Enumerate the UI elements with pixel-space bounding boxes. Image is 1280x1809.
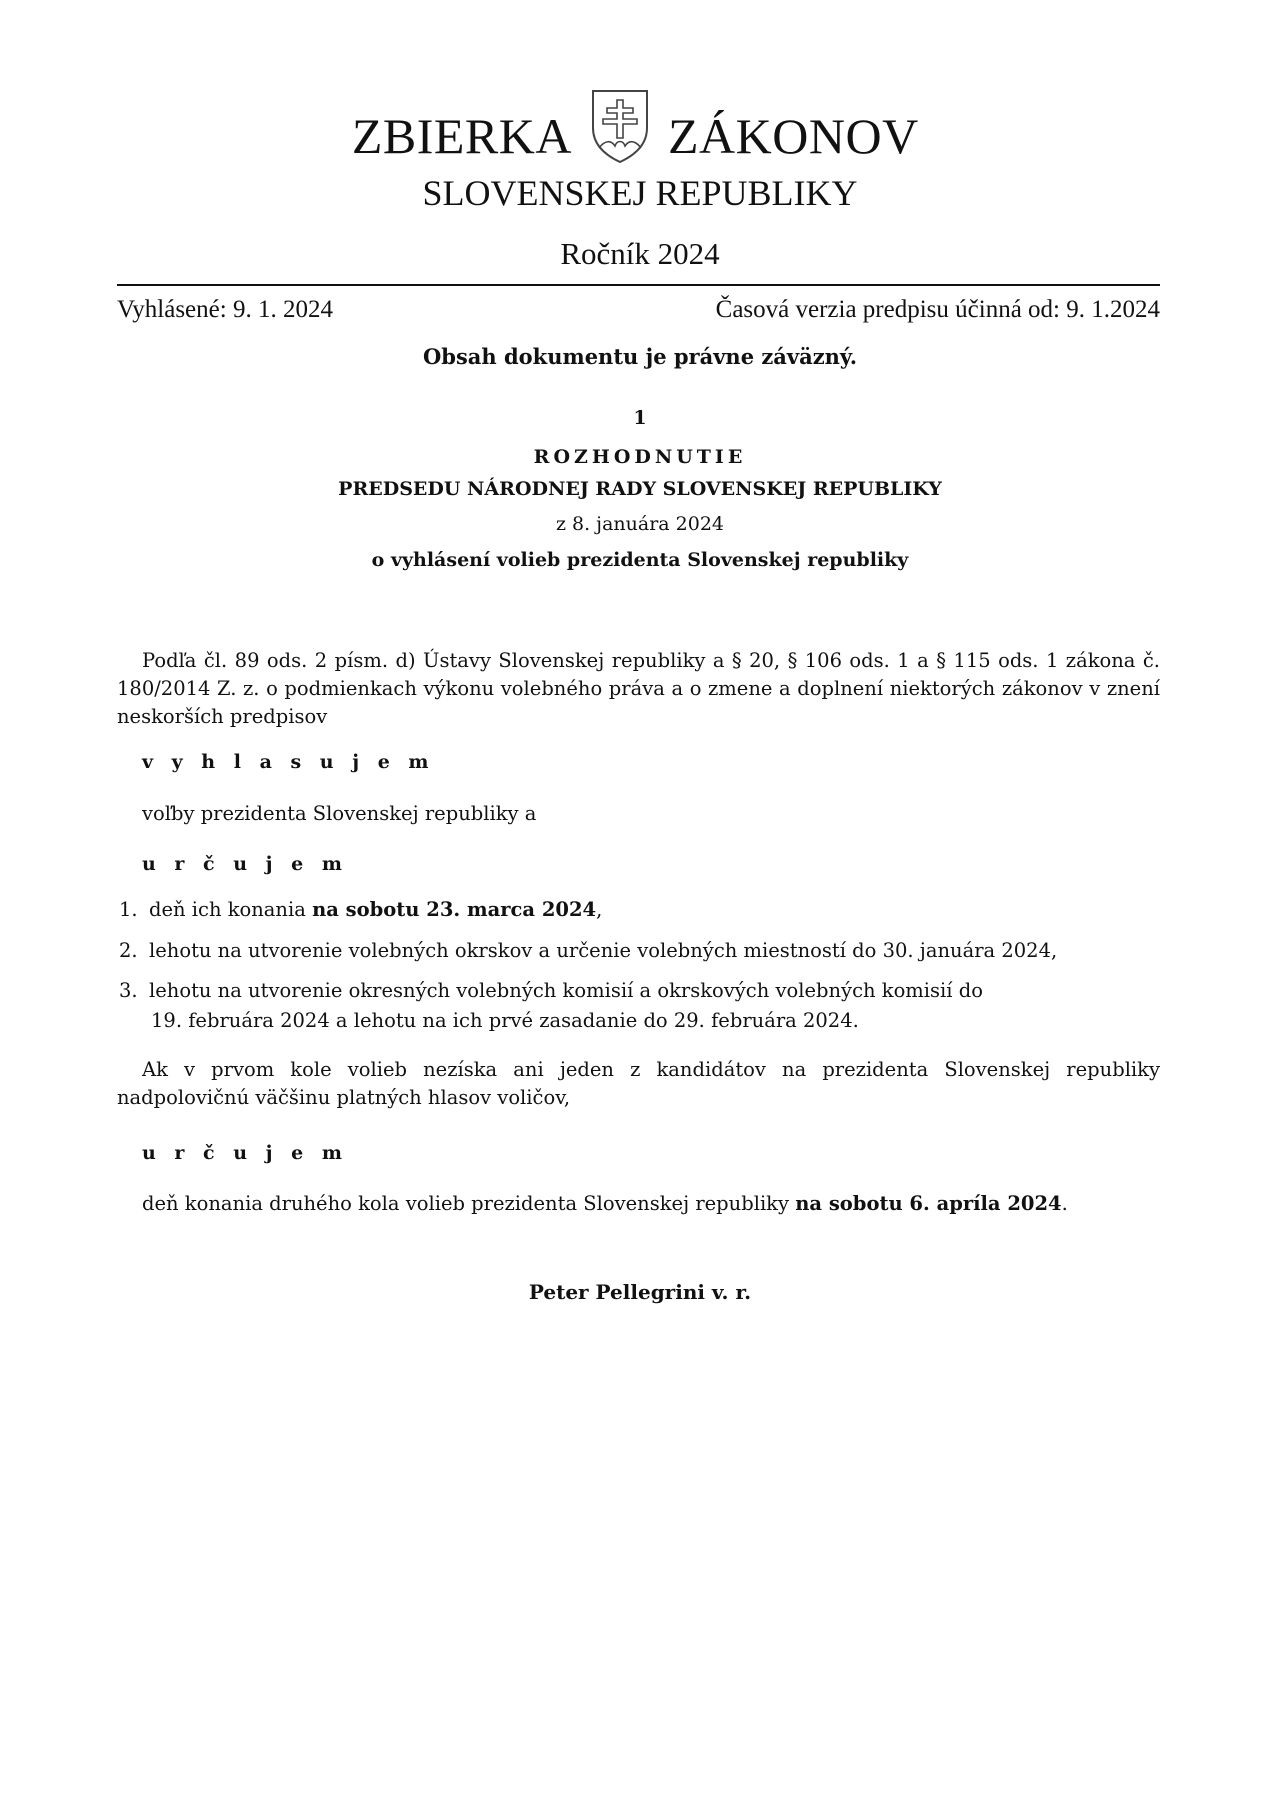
list-item-bold-date: na sobotu 23. marca 2024: [312, 898, 597, 921]
masthead-subtitle: SLOVENSKEJ REPUBLIKY: [422, 173, 858, 213]
condition-paragraph: [117, 1056, 1160, 1112]
second-round-text: deň konania druhého kola volieb prezidenta Slovenskej republiky: [142, 1192, 796, 1215]
act-number: 1: [633, 407, 647, 429]
masthead-title-left: ZBIERKA: [351, 108, 572, 164]
list-item: [119, 937, 1057, 965]
act-type: ROZHODNUTIE: [533, 446, 747, 468]
act-date: z 8. januára 2024: [555, 513, 725, 535]
second-round-date: na sobotu 6. apríla 2024: [795, 1192, 1062, 1215]
list-item: [119, 977, 983, 1005]
list-item-number: 3.: [119, 979, 138, 1002]
effective-version: Časová verzia predpisu účinná od: 9. 1.2024: [715, 296, 1160, 323]
list-item-text: lehotu na utvorenie volebných okrskov a určenie volebných miestností do 30. januára 2024,: [149, 939, 1058, 962]
list-item-number: 2.: [119, 939, 138, 962]
preamble-paragraph: [117, 647, 1160, 731]
act-subject: o vyhlásení volieb prezidenta Slovenskej republiky: [371, 549, 909, 571]
second-round-line: [142, 1190, 1068, 1218]
declare-text: voľby prezidenta Slovenskej republiky a: [142, 802, 537, 825]
list-item-tail: ,: [596, 898, 603, 921]
announced-date: Vyhlásené: 9. 1. 2024: [117, 296, 333, 323]
header-divider: [117, 284, 1160, 286]
masthead-title-right: ZÁKONOV: [668, 108, 919, 164]
coat-of-arms-icon: [589, 88, 651, 164]
determine-heading-2: u r č u j e m: [142, 1142, 348, 1164]
act-issuer: PREDSEDU NÁRODNEJ RADY SLOVENSKEJ REPUBLIKY: [338, 478, 942, 500]
list-item-continuation: 19. februára 2024 a lehotu na ich prvé zasadanie do 29. februára 2024.: [151, 1009, 859, 1032]
list-item-text: lehotu na utvorenie okresných volebných komisií a okrskových volebných komisií do: [149, 979, 983, 1002]
condition-text: Ak v prvom kole volieb nezíska ani jeden z kandidátov na prezidenta Slovenskej republiky nadpolovičnú väčšinu platných hlasov voličov,: [117, 1058, 1160, 1109]
signature: Peter Pellegrini v. r.: [528, 1280, 752, 1304]
declare-heading: v y h l a s u j e m: [142, 751, 435, 773]
list-item-text: deň ich konania: [149, 898, 313, 921]
list-item-number: 1.: [119, 898, 138, 921]
masthead: [0, 88, 1280, 178]
determine-heading: u r č u j e m: [142, 853, 348, 875]
second-round-tail: .: [1061, 1192, 1068, 1215]
binding-note: Obsah dokumentu je právne záväzný.: [422, 344, 858, 369]
volume-label: Ročník 2024: [560, 236, 720, 271]
list-item: [119, 896, 602, 924]
preamble-text: Podľa čl. 89 ods. 2 písm. d) Ústavy Slovenskej republiky a § 20, § 106 ods. 1 a § 115 ods. 1 zákona č. 180/2014 Z. z. o podmienkach výkonu volebného práva a o zmene a doplnení niektorých zákonov v znení neskorších predpisov: [117, 649, 1160, 728]
